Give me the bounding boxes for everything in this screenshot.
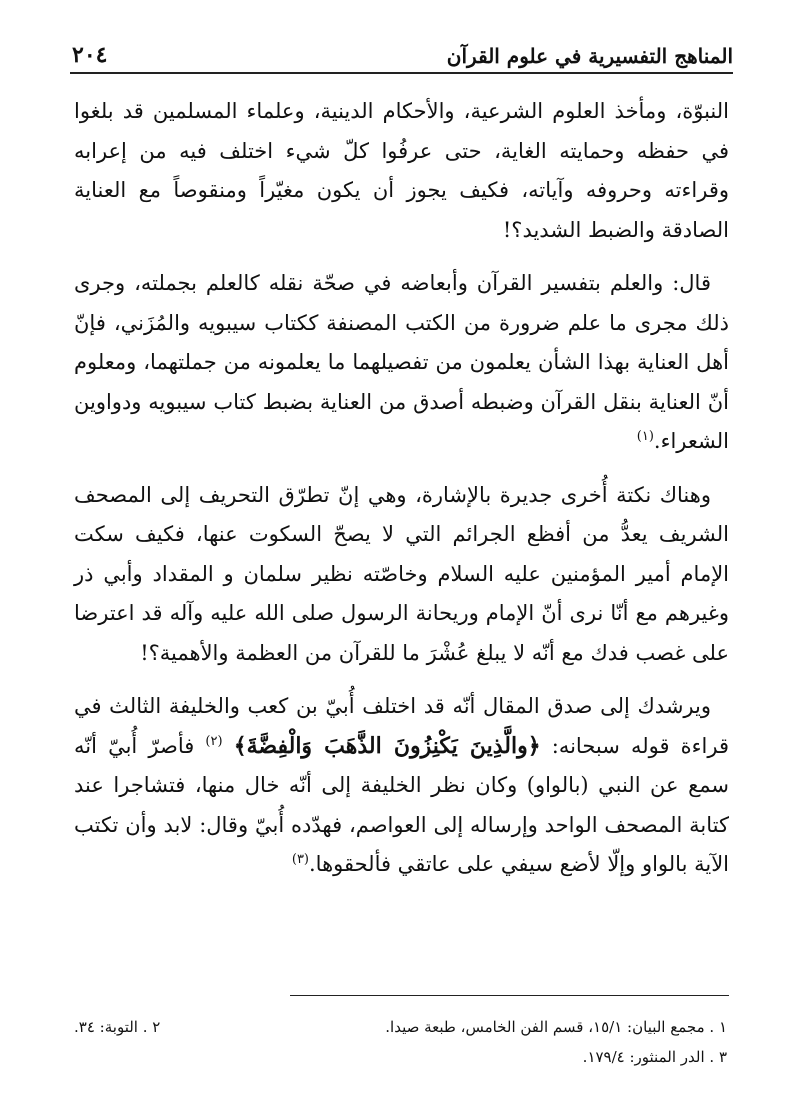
paragraph-2-text: قال: والعلم بتفسير القرآن وأبعاضه في صحّة نقله كالعلم بجملته، وجرى ذلك مجرى ما علم ضرورة من الكتب المصنفة ككتاب سيبويه والمُزَني، فإنّ أهل العناية بهذا الشأن يعلمون من تفصيلهما ما يعلمونه من جملتهما، ومعلوم أنّ العناية بنقل القرآن وضبطه أصدق من العناية بضبط كتاب سيبويه ودواوين الشعراء.: [74, 271, 729, 453]
paragraph-3-text: وهناك نكتة أُخرى جديرة بالإشارة، وهي إنّ تطرّق التحريف إلى المصحف الشريف يعدُّ من أفظع الجرائم التي لا يصحّ السكوت عنها، فكيف سكت الإمام أمير المؤمنين عليه السلام وخاصّته نظير سلمان و المقداد وأبي ذر وغيرهم مع أنّا نرى أنّ الإمام وريحانة الرسول صلى الله عليه وآله قد اعترضا على غصب فدك مع أنّه لا يبلغ عُشْرَ ما للقرآن من العظمة والأهمية؟!: [74, 482, 729, 665]
paragraph-4: [74, 687, 729, 885]
page-number: ٢٠٤: [72, 42, 108, 68]
book-title: المناهج التفسيرية في علوم القرآن: [446, 44, 733, 68]
page-header: [72, 30, 733, 68]
paragraph-2: [74, 264, 729, 462]
footnote-divider: [290, 995, 729, 996]
footnote-marker-3: (٣): [291, 852, 309, 867]
paragraph-3: [74, 476, 729, 674]
footnote-3: ٣ . الدر المنثور: ١٧٩/٤.: [582, 1048, 727, 1066]
paragraph-4-text-a: ويرشدك إلى صدق المقال أنّه قد اختلف أُبيّ بن كعب والخليفة الثالث في قراءة قوله سبحانه:: [74, 694, 729, 758]
paragraph-4-text-b: فأصرّ أُبيّ أنّه سمع عن النبي (بالواو) وكان نظر الخليفة إلى أنّه خال منها، فتشاجرا عند كتابة المصحف الواحد وإرساله إلى العواصم، فهدّده أُبيّ وقال: لابد وأن تكتب الآية بالواو وإلّا لأضع سيفي على عاتقي فألحقوها.: [74, 733, 729, 876]
footnote-row: [74, 1042, 727, 1072]
paragraph-1-text: النبوّة، ومأخذ العلوم الشرعية، والأحكام الدينية، وعلماء المسلمين قد بلغوا في حفظه وحمايته الغاية، حتى عرفُوا كلّ شيء اختلف فيه من إعرابه وقراءته وحروفه وآياته، فكيف يجوز أن يكون مغيّراً ومنقوصاً مع العناية الصادقة والضبط الشديد؟!: [74, 99, 730, 242]
footnote-marker-2: (٢): [205, 733, 223, 749]
footnote-2: ٢ . التوبة: ٣٤.: [74, 1018, 161, 1036]
footnote-row: [74, 1012, 727, 1042]
footnote-marker-1: (١): [636, 429, 654, 444]
quran-verse: ﴿والَّذِينَ يَكْنِزُونَ الذَّهَبَ وَالْفِضَّةَ﴾: [233, 732, 541, 759]
footnote-1: ١ . مجمع البيان: ١٥/١، قسم الفن الخامس، طبعة صيدا.: [385, 1018, 727, 1036]
paragraph-1: [74, 92, 729, 250]
footnotes: [74, 1012, 727, 1072]
header-divider: [70, 72, 733, 74]
main-text: [74, 92, 729, 899]
